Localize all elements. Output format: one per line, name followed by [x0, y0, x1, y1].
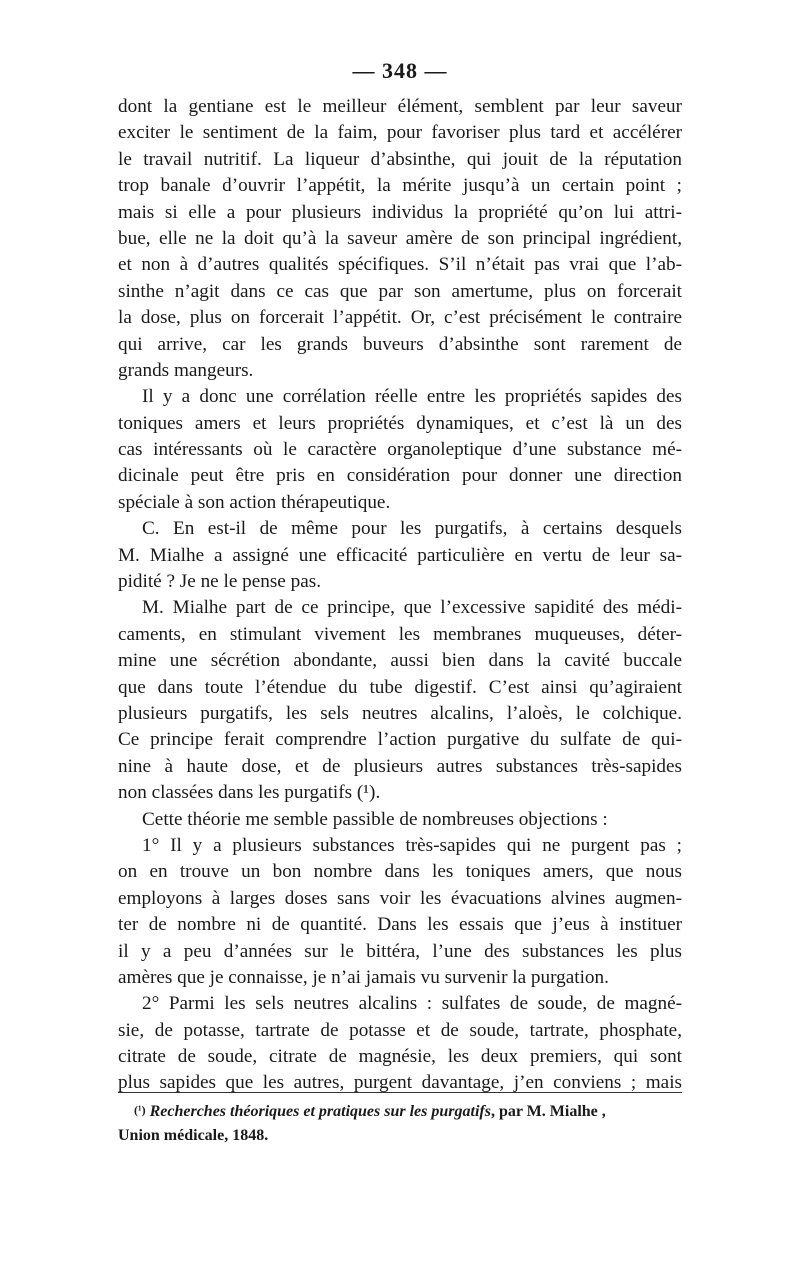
body-text	[118, 94, 682, 1097]
text-line: bue, elle ne la doit qu’à la saveur amère de son principal ingrédient,	[118, 227, 682, 249]
text-line: dicinale peut être pris en considération pour donner une direction	[118, 465, 682, 487]
text-line: cas intéressants où le caractère organoleptique d’une substance mé-	[118, 439, 682, 461]
footnotes	[118, 1100, 682, 1148]
text-line: M. Mialhe part de ce principe, que l’excessive sapidité des médi-	[142, 597, 682, 619]
text-line: la dose, plus on forcerait l’appétit. Or, c’est précisément le contraire	[118, 307, 682, 329]
text-line: grands mangeurs.	[118, 359, 254, 381]
text-line: C. En est-il de même pour les purgatifs, à certains desquels	[142, 518, 682, 540]
footnote-source: Union médicale, 1848.	[118, 1127, 269, 1144]
text-line: 2° Parmi les sels neutres alcalins : sulfates de soude, de magné-	[142, 993, 682, 1015]
text-line: non classées dans les purgatifs (¹).	[118, 782, 381, 804]
text-line: dont la gentiane est le meilleur élément, semblent par leur saveur	[118, 96, 682, 117]
text-line: amères que je connaisse, je n’ai jamais vu survenir la purgation.	[118, 966, 609, 988]
text-line: trop banale d’ouvrir l’appétit, la mérite jusqu’à un certain point ;	[118, 175, 682, 197]
text-line: plusieurs purgatifs, les sels neutres alcalins, l’aloès, le colchique.	[118, 702, 682, 724]
page-number: — 348 —	[352, 58, 448, 83]
text-line: on en trouve un bon nombre dans les toniques amers, que nous	[118, 861, 682, 883]
text-line: mine une sécrétion abondante, aussi bien dans la cavité buccale	[118, 650, 682, 672]
text-line: et non à d’autres qualités spécifiques. S’il n’était pas vrai que l’ab-	[118, 254, 682, 276]
text-line: Il y a donc une corrélation réelle entre les propriétés sapides des	[142, 386, 682, 408]
text-line: spéciale à son action thérapeutique.	[118, 491, 391, 513]
text-line: M. Mialhe a assigné une efficacité particulière en vertu de leur sa-	[118, 544, 682, 566]
text-line: sinthe n’agit dans ce cas que par son amertume, plus on forcerait	[118, 280, 682, 302]
text-line: pidité ? Je ne le pense pas.	[118, 571, 321, 593]
text-line: exciter le sentiment de la faim, pour favoriser plus tard et accélérer	[118, 122, 682, 144]
text-line: Cette théorie me semble passible de nombreuses objections :	[142, 808, 608, 830]
text-line: il y a peu d’années sur le bittéra, l’une des substances les plus	[118, 940, 682, 962]
text-line: qui arrive, car les grands buveurs d’absinthe sont rarement de	[118, 333, 682, 355]
text-line: employons à larges doses sans voir les évacuations alvines augmen-	[118, 887, 682, 909]
footnote-marker: (¹)	[134, 1103, 146, 1117]
text-line: plus sapides que les autres, purgent davantage, j’en conviens ; mais	[118, 1072, 682, 1094]
text-line: le travail nutritif. La liqueur d’absinthe, qui jouit de la réputation	[118, 148, 682, 170]
text-line: toniques amers et leurs propriétés dynamiques, et c’est là un des	[118, 412, 682, 434]
footnote-author: , par M. Mialhe ,	[490, 1103, 606, 1120]
footnote-line	[118, 1100, 682, 1124]
text-line: sie, de potasse, tartrate de potasse et de soude, tartrate, phosphate,	[118, 1019, 682, 1041]
text-line: nine à haute dose, et de plusieurs autres substances très-sapides	[118, 755, 682, 777]
footnote-title: Recherches théoriques et pratiques sur les purgatifs	[149, 1103, 491, 1120]
text-line: ter de nombre ni de quantité. Dans les essais que j’eus à instituer	[118, 914, 682, 936]
text-line: mais si elle a pour plusieurs individus la propriété qu’on lui attri-	[118, 201, 682, 223]
text-line: caments, en stimulant vivement les membranes muqueuses, déter-	[118, 623, 682, 645]
footnote-divider	[118, 1092, 682, 1093]
text-line: citrate de soude, citrate de magnésie, les deux premiers, qui sont	[118, 1046, 682, 1068]
text-line: 1° Il y a plusieurs substances très-sapides qui ne purgent pas ;	[142, 834, 682, 856]
text-line: que dans toute l’étendue du tube digestif. C’est ainsi qu’agiraient	[118, 676, 682, 698]
text-line: Ce principe ferait comprendre l’action purgative du sulfate de qui-	[118, 729, 682, 751]
